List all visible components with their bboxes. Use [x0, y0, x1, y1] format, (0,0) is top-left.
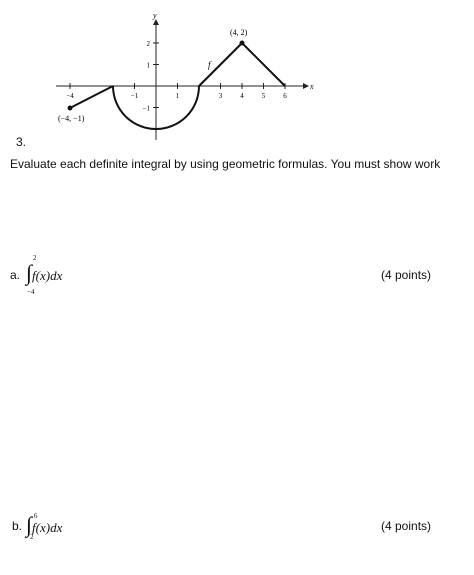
- x-axis-label: x: [310, 82, 314, 91]
- y-tick-label: 1: [146, 61, 150, 70]
- part-a-integral: [26, 260, 62, 286]
- x-tick-label: 1: [175, 92, 180, 100]
- y-tick-label: 2: [146, 40, 150, 48]
- part-b-upper-limit: 6: [34, 512, 38, 520]
- function-graph: [46, 8, 321, 143]
- x-tick-label: 5: [261, 92, 266, 100]
- y-axis-label: y: [153, 11, 157, 20]
- segment-left: [70, 86, 113, 108]
- function-label: f: [208, 60, 211, 70]
- x-tick-label: 6: [283, 92, 287, 100]
- peak-point-label: (4, 2): [230, 28, 248, 37]
- x-tick-label: 4: [240, 92, 244, 100]
- segment-fall: [242, 43, 285, 86]
- problem-number: 3.: [16, 135, 27, 149]
- integral-sign: ∫: [26, 260, 33, 285]
- start-point-label: (−4, −1): [58, 114, 85, 123]
- part-a-label: a.: [10, 268, 21, 282]
- part-a-integrand: f(x)dx: [32, 268, 63, 283]
- part-b-label: b.: [12, 519, 23, 533]
- part-a-lower-limit: −4: [27, 288, 35, 296]
- instructions: Evaluate each definite integral by using geometric formulas. You must show work: [10, 157, 441, 171]
- part-b-points: (4 points): [381, 519, 432, 533]
- peak-point: [240, 41, 245, 46]
- part-b-integrand: f(x)dx: [32, 520, 63, 535]
- part-b-lower-limit: 2: [30, 533, 34, 541]
- y-tick-label: −1: [142, 104, 150, 113]
- integral-sign: ∫: [26, 512, 33, 537]
- part-a-upper-limit: 2: [33, 254, 37, 262]
- x-tick-label: −1: [130, 92, 139, 100]
- x-tick-label: −4: [66, 92, 74, 100]
- part-a-points: (4 points): [381, 268, 432, 282]
- segment-rise: [199, 43, 242, 86]
- x-tick-label: 3: [218, 92, 223, 100]
- start-point: [68, 106, 73, 111]
